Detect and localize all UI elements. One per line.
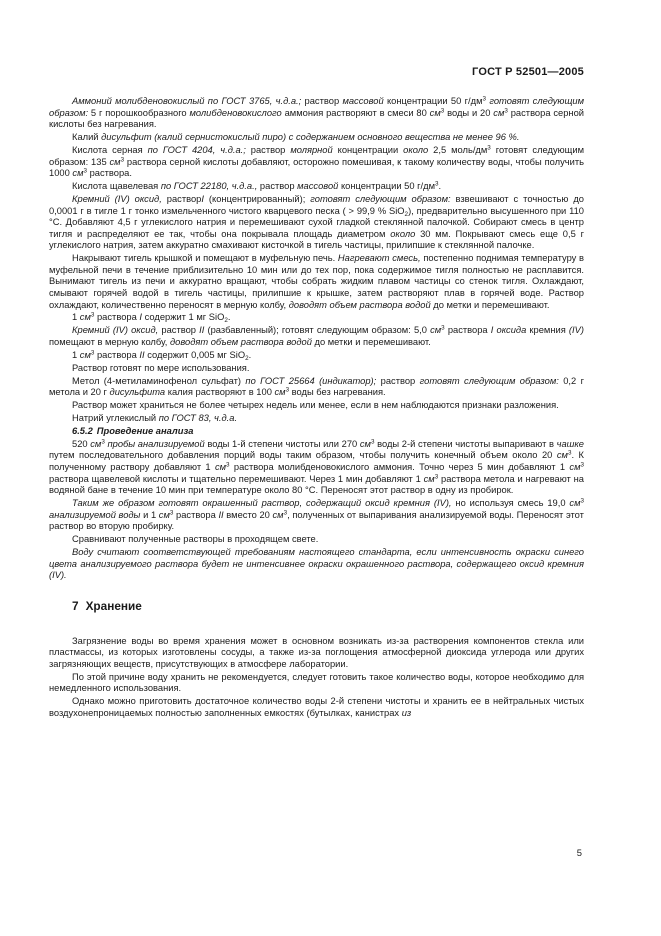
text-run: 3 bbox=[434, 473, 439, 481]
text-run: Накрывают тигель крышкой и помещают в муфельную печь. bbox=[72, 253, 338, 264]
text-run: доводят объем раствора водой bbox=[169, 336, 312, 347]
text-run: дисульфит (калий сернистокислый пиро) с содержанием основного вещества не менее 96 %. bbox=[101, 132, 520, 143]
text-run: 3 bbox=[83, 167, 87, 175]
text-run: 5 г порошкообразного bbox=[88, 107, 190, 118]
text-run: Раствор может храниться не более четырех недель или менее, если в нем наблюдаются признаки разложения. bbox=[72, 400, 559, 411]
text-run: калия растворяют в 100 bbox=[165, 387, 275, 398]
text-run: до метки и перемешивают. bbox=[311, 336, 431, 347]
text-run: Кремний (IV) оксид, bbox=[72, 193, 162, 204]
text-run: путем последовательного добавления порций воды таким образом, чтобы получить конечный объем около 20 bbox=[49, 450, 557, 461]
text-run: 2,5 моль/дм bbox=[428, 144, 488, 155]
text-run: анализируемой воды bbox=[49, 509, 141, 520]
text-run: I bbox=[139, 312, 142, 323]
text-run: (разбавленный); готовят следующим образом: 5,0 bbox=[204, 325, 431, 336]
text-run: раствора щавелевой кислоты и тщательно перемешивают. Через 1 мин добавляют 1 bbox=[49, 473, 424, 484]
text-run: 3 bbox=[370, 438, 375, 446]
text-run: вместо 20 bbox=[223, 509, 273, 520]
text-run: раствор bbox=[257, 181, 298, 192]
text-run: 3 bbox=[504, 107, 508, 115]
text-run: кремния bbox=[526, 325, 569, 336]
text-run: см bbox=[79, 349, 91, 360]
text-run: см bbox=[109, 156, 121, 167]
analysis-procedure bbox=[49, 439, 584, 582]
text-run: см bbox=[272, 509, 284, 520]
text-run: 3 bbox=[487, 144, 491, 152]
page-number: 5 bbox=[576, 847, 582, 858]
text-run: до метки и перемешивают. bbox=[430, 299, 550, 310]
text-run: по ГОСТ 25664 (индикатор); bbox=[245, 375, 377, 386]
text-run: чашке bbox=[556, 438, 585, 449]
text-run: см bbox=[214, 461, 227, 472]
text-run: раствора bbox=[173, 509, 219, 520]
text-run: раствора серной кислоты без нагревания. bbox=[49, 107, 584, 130]
text-run: 30 мм. Покрывают смесь еще 0,5 г углекислого натрия, затем аккуратно смахивают кисточкой в тигель частицы, прилипшие к стеклянной палочке. bbox=[49, 228, 584, 251]
text-run: 3 bbox=[101, 438, 105, 446]
text-run: но используя смесь 19,0 bbox=[451, 498, 570, 509]
text-run: 3 bbox=[482, 95, 487, 103]
text-run: Нагревают смесь, bbox=[337, 253, 421, 264]
text-run: раствора bbox=[94, 349, 140, 360]
text-run: I bbox=[201, 193, 204, 204]
text-run: II bbox=[139, 349, 145, 360]
text-run: II bbox=[199, 325, 205, 336]
text-run: 2 bbox=[224, 317, 228, 325]
text-run: содержит 1 мг SiO bbox=[142, 312, 225, 323]
text-run: раствор bbox=[161, 193, 202, 204]
text-run: готовят следующим образом: 135 bbox=[49, 144, 584, 167]
text-run: помещают в мерную колбу, bbox=[49, 336, 170, 347]
text-run: см bbox=[158, 509, 170, 520]
text-run: раствор bbox=[301, 96, 343, 106]
text-run: 3 bbox=[580, 461, 584, 469]
text-run: 520 bbox=[72, 438, 91, 449]
paragraph bbox=[49, 400, 584, 412]
text-run: 3 bbox=[285, 386, 290, 394]
paragraph bbox=[49, 253, 584, 311]
text-run: (IV) bbox=[568, 325, 584, 336]
section-title: Хранение bbox=[85, 598, 142, 613]
storage-section bbox=[49, 636, 584, 720]
text-run: Сравнивают полученные растворы в проходящем свете. bbox=[72, 534, 319, 545]
text-run: готовят следующим образом: bbox=[419, 375, 559, 386]
text-run: и 1 bbox=[140, 509, 159, 520]
text-run: Таким же образом готовят окрашенный раствор, содержащий оксид кремния (IV), bbox=[72, 498, 452, 509]
paragraph bbox=[49, 132, 584, 144]
text-run: аммония растворяют в смеси 80 bbox=[281, 107, 430, 118]
text-run: Кислота серная bbox=[72, 144, 148, 155]
section-heading bbox=[49, 599, 584, 613]
text-run: 3 bbox=[169, 509, 174, 517]
text-run: см bbox=[429, 107, 441, 118]
text-run: см bbox=[423, 473, 435, 484]
reagents-list bbox=[49, 96, 584, 425]
text-run: массовой bbox=[342, 96, 384, 106]
text-run: см bbox=[274, 387, 286, 398]
paragraph bbox=[49, 696, 584, 719]
text-run: раствора. bbox=[86, 168, 132, 179]
text-run: см bbox=[359, 438, 371, 449]
text-run: около bbox=[390, 228, 416, 239]
text-run: постепенно поднимая температуру в муфельной печи в течение приблизительно 10 мин или до тех пор, пока содержимое тигля полностью не расплавится. Вынимают тигель из печи и аккуратно вращают, чтобы собрать жидким плавом частицы со стенок тигля. Охлаждают, смывают горячей водой в тигель частицы, прилипшие к крышке, затем растворяют плав в горячей воде. Раствор охлаждают, количественно переносят в мерную колбу, bbox=[49, 253, 585, 310]
text-run: II bbox=[218, 509, 224, 520]
text-run: воды без нагревания. bbox=[289, 387, 386, 398]
text-run: содержит 0,005 мг SiO bbox=[144, 349, 246, 360]
text-run: (концентрированный); bbox=[203, 193, 311, 204]
text-run: концентрации bbox=[332, 144, 404, 155]
text-run: Раствор готовят по мере использования. bbox=[72, 362, 250, 373]
paragraph bbox=[49, 376, 584, 399]
text-run: Кислота щавелевая bbox=[72, 181, 161, 192]
text-run: Натрий углекислый bbox=[72, 413, 159, 423]
text-run: раствора bbox=[444, 325, 491, 336]
text-run: 3 bbox=[90, 311, 95, 319]
text-run: Калий bbox=[72, 132, 102, 143]
text-run: молярной bbox=[290, 144, 333, 155]
paragraph bbox=[49, 672, 584, 695]
text-run: раствора серной кислоты добавляют, осторожно помешивая, к такому количеству воды, чтобы получить 1000 bbox=[49, 156, 584, 179]
text-run: раствора bbox=[94, 312, 140, 323]
text-run: Кремний (IV) оксид, bbox=[72, 325, 159, 336]
subsection-title: Проведение анализа bbox=[96, 425, 194, 436]
text-run: 3 bbox=[226, 461, 230, 469]
paragraph bbox=[49, 413, 584, 425]
text-run: 3 bbox=[435, 180, 439, 188]
paragraph bbox=[49, 181, 584, 193]
text-run: дисульфита bbox=[109, 387, 166, 398]
text-run: массовой bbox=[297, 181, 339, 192]
text-run: готовят следующим образом: bbox=[49, 96, 585, 118]
text-run: см bbox=[90, 438, 102, 449]
paragraph bbox=[49, 534, 584, 546]
text-run: 3 bbox=[120, 156, 125, 164]
text-run: . bbox=[227, 312, 231, 323]
text-run: 1 bbox=[72, 349, 80, 360]
text-run: из bbox=[401, 707, 412, 718]
paragraph bbox=[49, 363, 584, 375]
text-run: раствор bbox=[376, 375, 420, 386]
paragraph bbox=[49, 498, 584, 533]
paragraph bbox=[49, 350, 584, 362]
text-run: см bbox=[569, 461, 581, 472]
text-run: пробы анализируемой bbox=[104, 438, 205, 449]
subsection-number: 6.5.2 bbox=[72, 425, 93, 436]
text-run: раствор bbox=[245, 144, 291, 155]
text-run: Однако можно приготовить достаточное количество воды 2-й степени чистоты и хранить ее в нейтральных чистых воздухонепроницаемых полностью заполненных емкостях (бутылках, канистрах bbox=[49, 696, 584, 718]
text-run: по ГОСТ 83, ч.д.а. bbox=[158, 413, 238, 423]
text-run: см bbox=[569, 498, 581, 509]
text-run: ), предварительно высушенного при 110 °С. Добавляют 4,5 г углекислого натрия и перемешивают сухой гладкой стеклянной палочкой. Собирают смесь в центр тигля и распределяют ее так, чтобы она покрывала площадь диаметром bbox=[49, 205, 584, 239]
text-run: . К полученному раствору добавляют 1 bbox=[49, 450, 584, 472]
document-body bbox=[49, 96, 584, 721]
text-run: 3 bbox=[90, 349, 95, 357]
paragraph bbox=[49, 96, 584, 131]
text-run: I оксида bbox=[490, 325, 527, 336]
paragraph bbox=[49, 194, 584, 252]
text-run: 3 bbox=[441, 324, 445, 332]
text-run: концентрации 50 г/дм bbox=[383, 96, 483, 106]
text-run: воды 2-й степени чистоты выпаривают в bbox=[374, 438, 557, 449]
text-run: см bbox=[430, 325, 442, 336]
text-run: 2 bbox=[404, 210, 409, 218]
text-run: молибденовокислого bbox=[189, 107, 282, 118]
text-run: . bbox=[248, 349, 252, 360]
text-run: По этой причине воду хранить не рекомендуется, следует готовить такое количество воды, которое необходимо для немедленного использования. bbox=[49, 671, 584, 694]
paragraph bbox=[49, 439, 584, 497]
text-run: . bbox=[438, 181, 442, 192]
paragraph bbox=[49, 312, 584, 324]
text-run: раствора метола и нагревают на водяной бане в течение 10 мин при температуре около 80 °С. Переносят этот раствор в одну из пробирок. bbox=[49, 473, 584, 496]
text-run: Загрязнение воды во время хранения может в основном возникать из-за растворения компонентов стекла или пластмассы, из которых изготовлены сосуды, а также из-за поглощения атмосферной диоксида углерода или других загрязняющих веществ, присутствующих в атмосфере лаборатории. bbox=[49, 635, 584, 669]
text-run: см bbox=[493, 107, 505, 118]
text-run: см bbox=[79, 312, 91, 323]
text-run: раствор bbox=[158, 325, 200, 336]
text-run: по ГОСТ 22180, ч.д.а., bbox=[160, 181, 258, 192]
text-run: взвешивают с точностью до 0,0001 г в тигле 1 г тонко измельченного чистого кварцевого песка ( > 99,9 % SiO bbox=[49, 193, 584, 216]
text-run: воды и 20 bbox=[444, 107, 494, 118]
text-run: 3 bbox=[567, 449, 572, 457]
text-run: по ГОСТ 4204, ч.д.а.; bbox=[147, 144, 246, 155]
text-run: готовят следующим образом: bbox=[310, 193, 451, 204]
text-run: см bbox=[556, 450, 568, 461]
paragraph bbox=[49, 636, 584, 671]
text-run: Аммоний молибденовокислый по ГОСТ 3765, ч.д.а.; bbox=[72, 96, 302, 106]
text-run: Метол (4-метиламинофенол сульфат) bbox=[72, 375, 246, 386]
text-run: Воду считают соответствующей требованиям настоящего стандарта, если интенсивность окраски синего цвета анализируемого раствора будет не интенсивнее окраски окрашенного раствора, содержащего оксид кремния (IV). bbox=[49, 547, 584, 581]
paragraph bbox=[49, 325, 584, 348]
text-run: 0,2 г метола и 20 г bbox=[49, 375, 584, 398]
text-run: 2 bbox=[245, 354, 249, 362]
paragraph bbox=[49, 547, 584, 582]
text-run: воды 1-й степени чистоты или 270 bbox=[204, 438, 360, 449]
text-run: концентрации 50 г/дм bbox=[338, 181, 436, 192]
text-run: 3 bbox=[440, 107, 445, 115]
text-run: доводят объем раствора водой bbox=[288, 299, 431, 310]
paragraph bbox=[49, 145, 584, 180]
section-number: 7 bbox=[72, 598, 79, 613]
text-run: 3 bbox=[580, 497, 584, 505]
text-run: раствора молибденовокислого аммония. Точно через 5 мин добавляют 1 bbox=[229, 461, 570, 472]
text-run: 1 bbox=[72, 312, 80, 323]
text-run: , полученных от выпаривания анализируемой воды. Переносят этот раствор во вторую пробирку. bbox=[49, 509, 584, 532]
subsection-heading bbox=[49, 426, 584, 438]
text-run: см bbox=[72, 168, 84, 179]
text-run: 3 bbox=[283, 509, 288, 517]
text-run: около bbox=[403, 144, 429, 155]
document-header: ГОСТ Р 52501—2005 bbox=[472, 66, 584, 78]
